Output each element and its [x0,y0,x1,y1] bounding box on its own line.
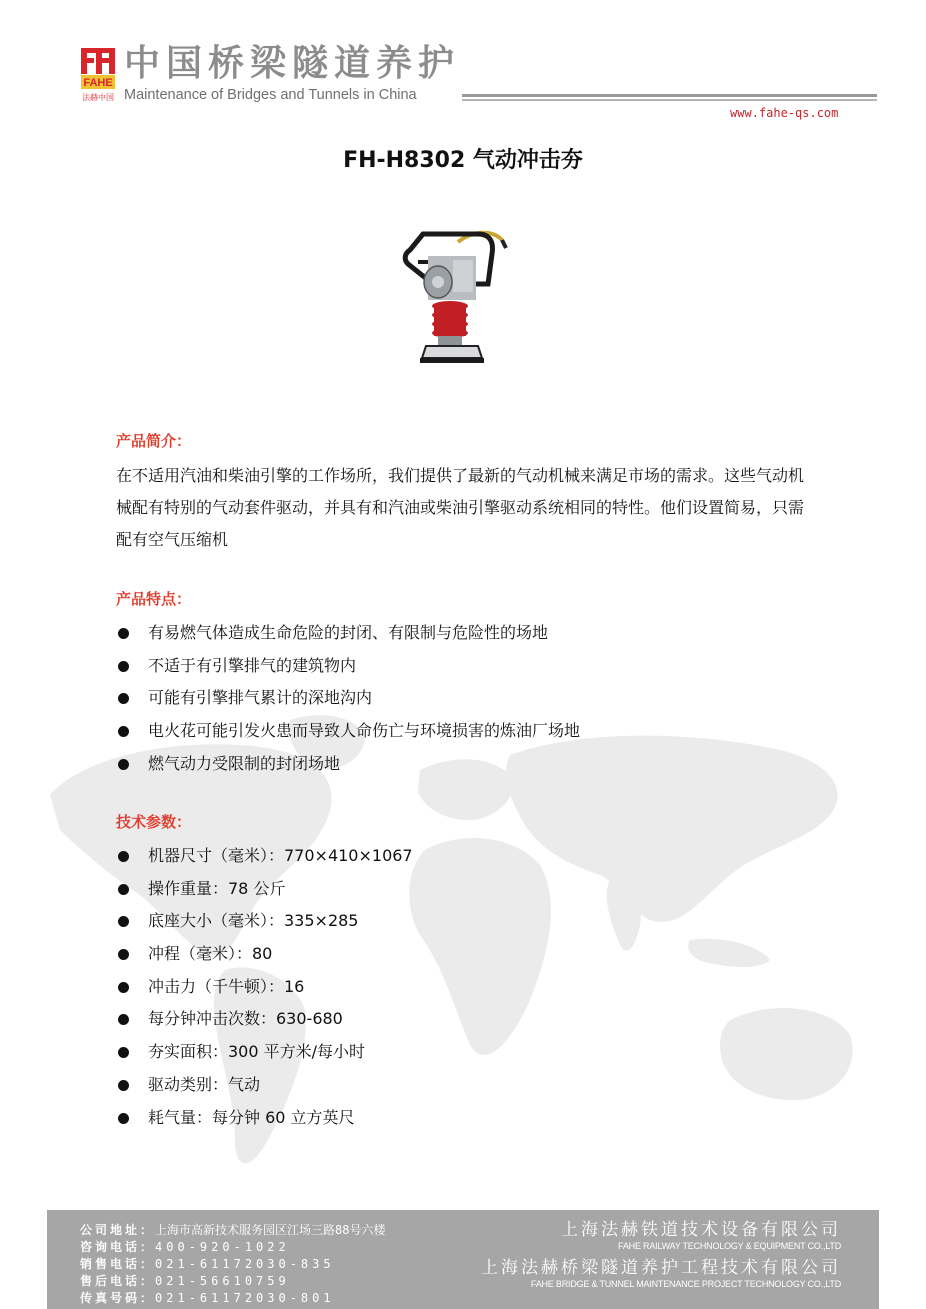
specs-heading: 技术参数： [116,813,192,831]
footer [47,1210,879,1309]
svg-text:FAHE: FAHE [83,77,113,89]
bullet-icon [118,661,129,672]
header-rule-secondary [462,99,877,101]
bullet-icon [118,726,129,737]
website-link[interactable]: www.fahe-qs.com [730,106,839,120]
fahe-logo [78,44,118,104]
intro-paragraph: 在不适用汽油和柴油引擎的工作场所，我们提供了最新的气动机械来满足市场的需求。这些气动机械配有特别的气动套件驱动，并具有和汽油或柴油引擎驱动系统相同的特性。他们设置简易，只需配有空气压缩机 [116,466,805,549]
header-rule [462,94,877,97]
pneumatic-rammer-image [398,222,510,370]
intro-heading: 产品简介： [116,432,192,450]
company-names [481,1220,841,1290]
bullet-icon [118,982,129,993]
company1-name-en: FAHE RAILWAY TECHNOLOGY & EQUIPMENT CO.,LTD [618,1241,841,1251]
bullet-icon [118,851,129,862]
bullet-icon [118,628,129,639]
header-title-cn: 中国桥梁隧道养护 [124,43,461,84]
contact-info [80,1222,385,1307]
bullet-icon [118,949,129,960]
svg-text:法赫中国: 法赫中国 [82,93,114,102]
document-title: FH-H8302 气动冲击夯 [343,148,583,173]
contact-inquiry-phone: 咨询电话：400-920-1022 [80,1240,290,1254]
contact-fax: 传真号码：021-61172030-801 [80,1291,335,1305]
company2-name-en: FAHE BRIDGE & TUNNEL MAINTENANCE PROJECT TECHNOLOGY CO.,LTD [530,1279,841,1289]
contact-service-phone: 售后电话：021-56610759 [80,1274,290,1288]
header-title-en: Maintenance of Bridges and Tunnels in China [124,87,417,103]
features-heading: 产品特点： [116,590,192,608]
contact-address: 公司地址：上海市高新技术服务园区江场三路88号六楼 [80,1223,386,1237]
bullet-icon [118,1113,129,1124]
company2-name-cn: 上海法赫桥梁隧道养护工程技术有限公司 [481,1258,841,1278]
bullet-icon [118,1080,129,1091]
bullet-icon [118,884,129,895]
bullet-icon [118,759,129,770]
contact-sales-phone: 销售电话：021-61172030-835 [80,1257,335,1271]
company1-name-cn: 上海法赫铁道技术设备有限公司 [561,1220,841,1240]
